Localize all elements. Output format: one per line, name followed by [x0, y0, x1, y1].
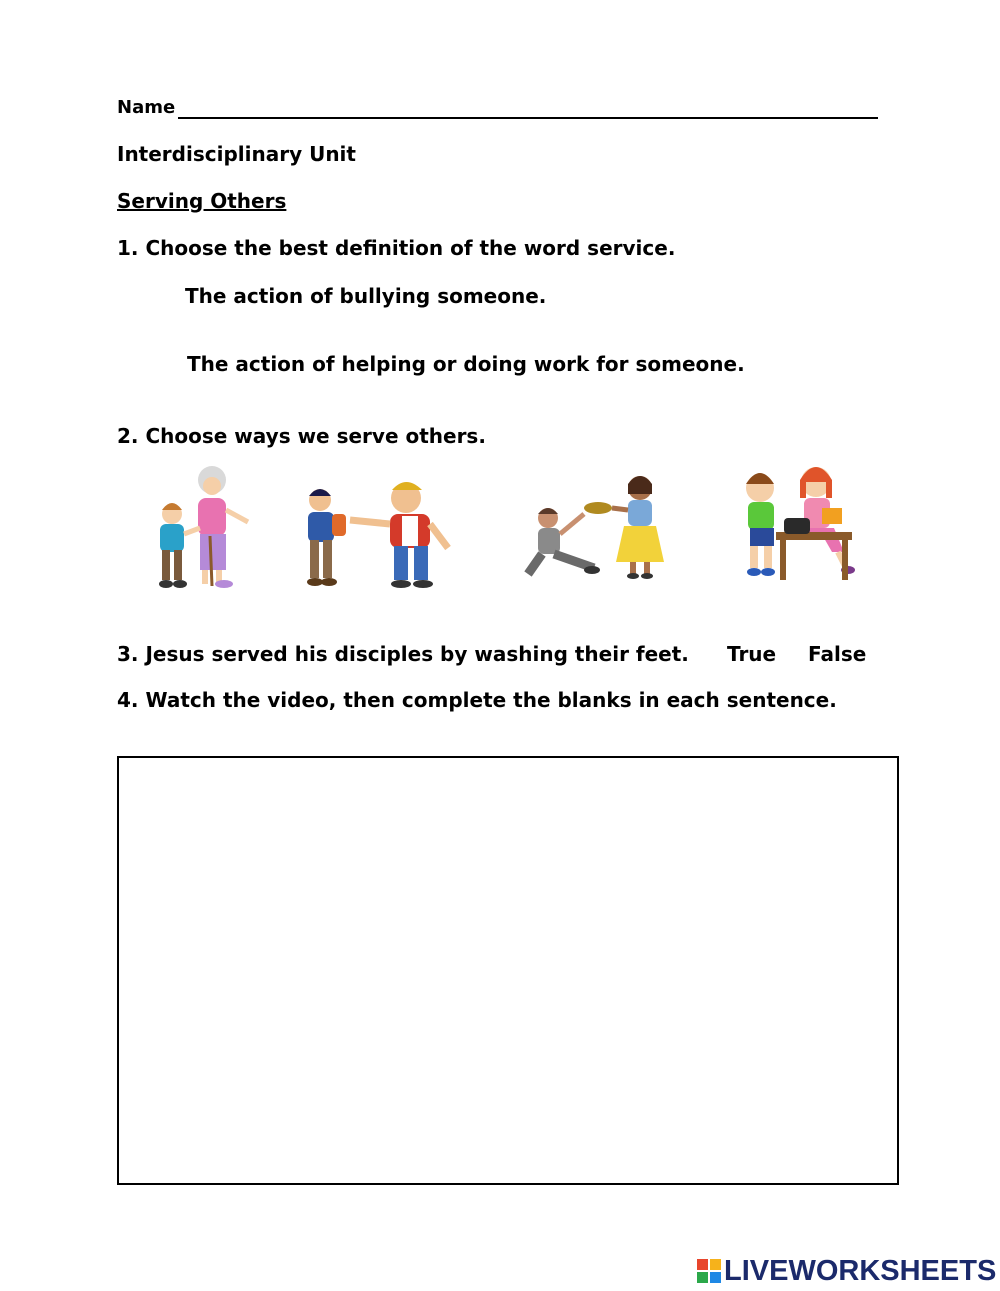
- video-player-frame[interactable]: [117, 756, 899, 1185]
- q3-true-option[interactable]: True: [727, 642, 777, 666]
- liveworksheets-logo: [697, 1256, 996, 1286]
- logo-text: LIVEWORKSHEETS: [724, 1254, 997, 1287]
- name-line[interactable]: [178, 117, 878, 119]
- unit-title: Interdisciplinary Unit: [117, 142, 356, 166]
- topic-title: Serving Others: [117, 189, 287, 213]
- picture-friends-on-bench[interactable]: [738, 458, 862, 584]
- picture-bully-pointing[interactable]: [298, 478, 458, 590]
- question-3-prompt: 3. Jesus served his disciples by washing their feet.: [117, 642, 689, 666]
- logo-blocks-icon: [697, 1259, 721, 1283]
- picture-child-helping-grandmother[interactable]: [150, 462, 255, 592]
- picture-giving-food[interactable]: [524, 472, 674, 582]
- question-2-prompt: 2. Choose ways we serve others.: [117, 424, 486, 448]
- question-4-prompt: 4. Watch the video, then complete the blanks in each sentence.: [117, 688, 837, 712]
- q3-false-option[interactable]: False: [808, 642, 867, 666]
- q1-option-helping[interactable]: The action of helping or doing work for someone.: [187, 352, 745, 376]
- name-label: Name: [117, 97, 176, 118]
- q1-option-bullying[interactable]: The action of bullying someone.: [185, 284, 547, 308]
- question-1-prompt: 1. Choose the best definition of the word service.: [117, 236, 676, 260]
